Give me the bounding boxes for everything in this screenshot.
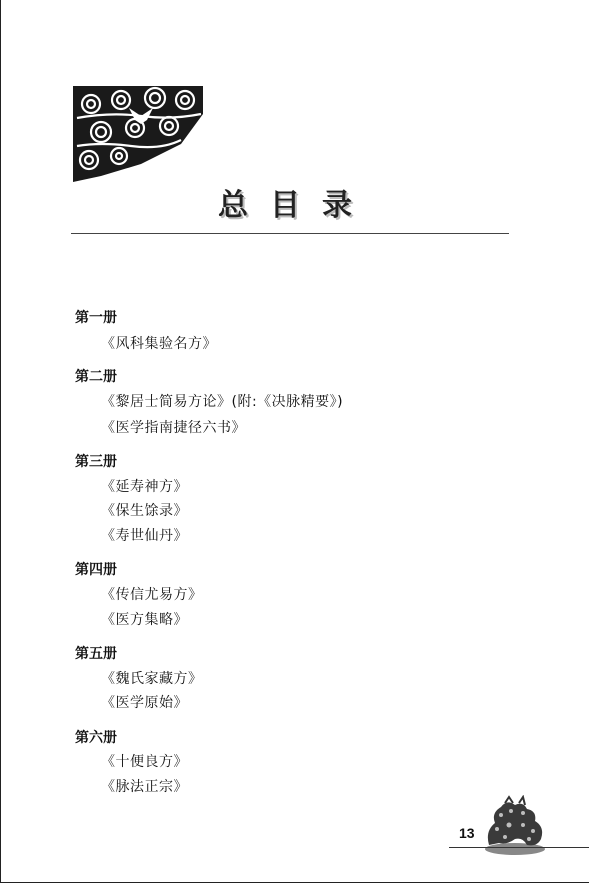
book-entry: 《医学原始》 [101,695,188,711]
book-entry: 《医方集略》 [101,612,188,628]
volume-label: 第二册 [75,369,117,385]
book-entry: 《十便良方》 [101,754,188,770]
book-entry: 《医学指南捷径六书》 [101,420,246,436]
book-entry: 《魏氏家藏方》 [101,671,203,687]
cloud-corner-ornament [71,84,205,184]
page-title: 总目录 [218,188,374,223]
book-entry: 《寿世仙丹》 [101,528,188,544]
volume-label: 第六册 [75,730,117,746]
book-entry: 《保生馀录》 [101,503,188,519]
volume-label: 第一册 [75,310,117,326]
book-entry: 《黎居士简易方论》(附:《决脉精要》) [101,394,344,410]
title-underline [71,233,509,234]
footer-rule [449,847,589,848]
page-number: 13 [459,825,475,841]
book-entry: 《延寿神方》 [101,479,188,495]
book-entry: 《传信尤易方》 [101,587,203,603]
book-entry: 《风科集验名方》 [101,336,217,352]
volume-label: 第四册 [75,562,117,578]
volume-label: 第三册 [75,454,117,470]
volume-label: 第五册 [75,646,117,662]
book-entry: 《脉法正宗》 [101,779,188,795]
